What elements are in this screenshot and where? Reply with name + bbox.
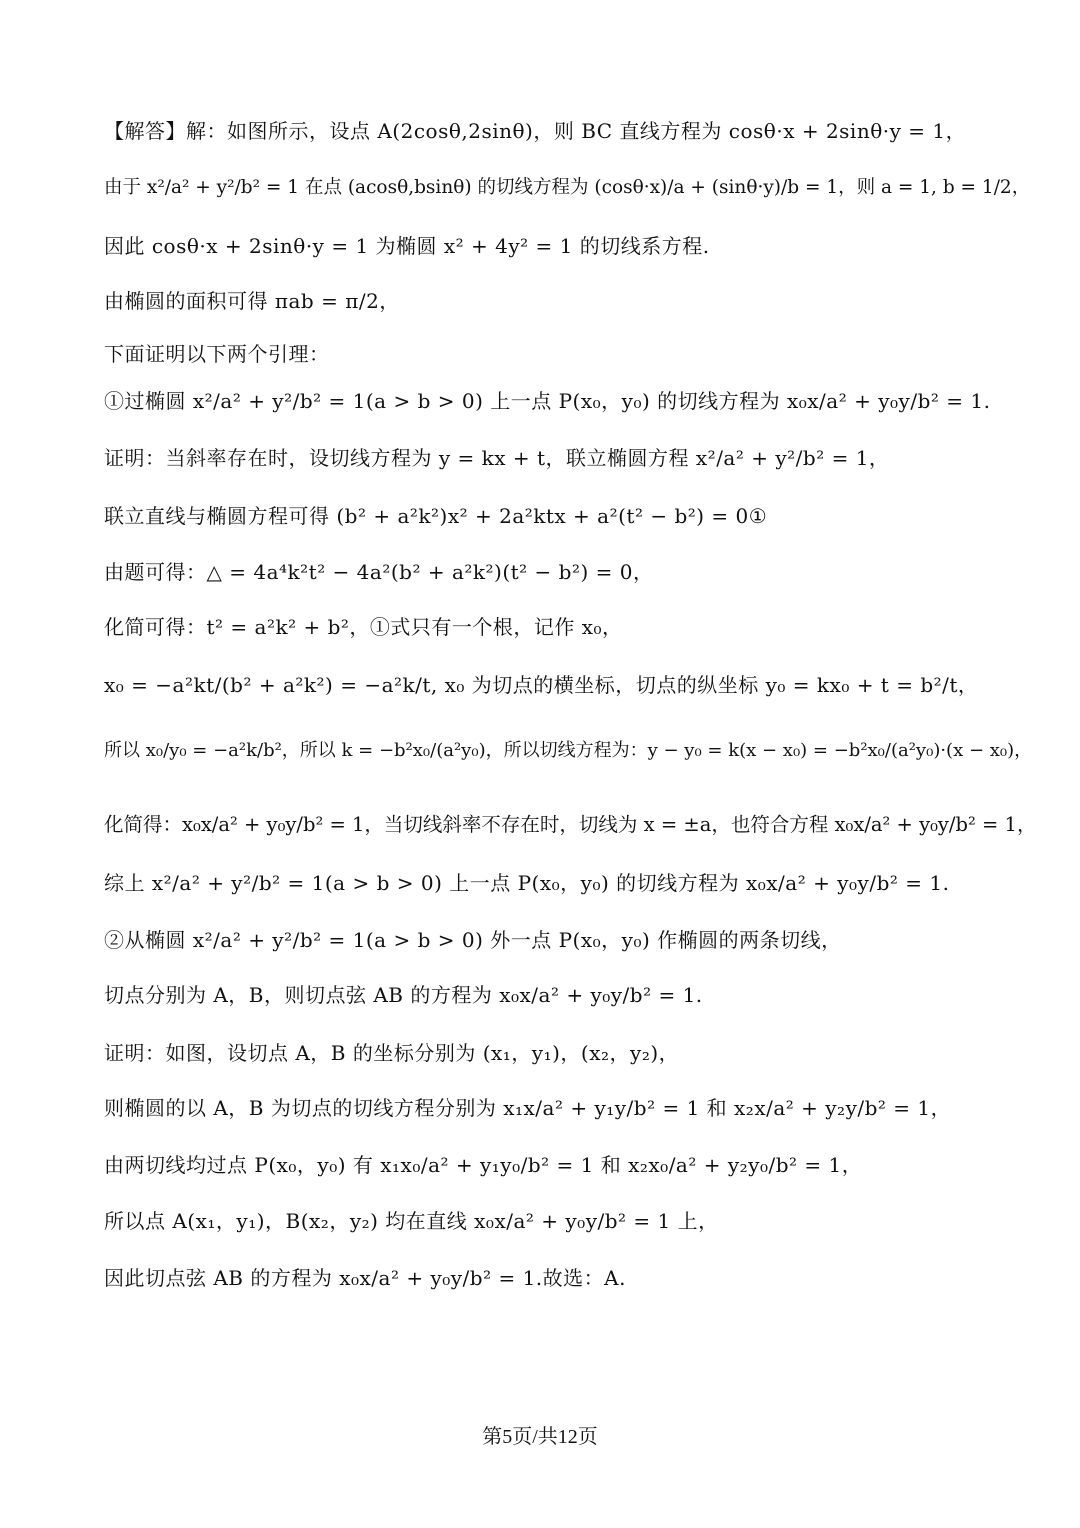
solution-line-1: 【解答】解：如图所示，设点 A(2cosθ,2sinθ)，则 BC 直线方程为 cosθ·x + 2sinθ·y = 1， xyxy=(104,119,967,143)
solution-line-8: 联立直线与椭圆方程可得 (b² + a²k²)x² + 2a²ktx + a²(t² − b²) = 0① xyxy=(104,504,768,528)
solution-line-14: 综上 x²/a² + y²/b² = 1(a > b > 0) 上一点 P(x₀，y₀) 的切线方程为 x₀x/a² + y₀y/b² = 1. xyxy=(104,871,950,895)
solution-line-11: x₀ = −a²kt/(b² + a²k²) = −a²k/t, x₀ 为切点的横坐标，切点的纵坐标 y₀ = kx₀ + t = b²/t， xyxy=(104,673,979,697)
solution-line-16: 切点分别为 A，B，则切点弦 AB 的方程为 x₀x/a² + y₀y/b² = 1. xyxy=(104,983,703,1007)
solution-line-5: 下面证明以下两个引理： xyxy=(104,342,330,366)
solution-line-15: ②从椭圆 x²/a² + y²/b² = 1(a > b > 0) 外一点 P(x₀，y₀) 作椭圆的两条切线， xyxy=(104,928,842,952)
solution-line-19: 由两切线均过点 P(x₀，y₀) 有 x₁x₀/a² + y₁y₀/b² = 1 和 x₂x₀/a² + y₂y₀/b² = 1， xyxy=(104,1153,863,1177)
solution-line-12: 所以 x₀/y₀ = −a²k/b²，所以 k = −b²x₀/(a²y₀)，所以切线方程为：y − y₀ = k(x − x₀) = −b²x₀/(a²y₀)·(x − x₀)， xyxy=(104,740,1033,761)
page-number: 第5页/共12页 xyxy=(482,1426,598,1448)
solution-line-18: 则椭圆的以 A，B 为切点的切线方程分别为 x₁x/a² + y₁y/b² = 1 和 x₂x/a² + y₂y/b² = 1， xyxy=(104,1096,952,1120)
solution-line-6: ①过椭圆 x²/a² + y²/b² = 1(a > b > 0) 上一点 P(x₀，y₀) 的切线方程为 x₀x/a² + y₀y/b² = 1. xyxy=(104,389,991,413)
solution-line-7: 证明：当斜率存在时，设切线方程为 y = kx + t，联立椭圆方程 x²/a² + y²/b² = 1， xyxy=(104,446,890,470)
solution-line-13: 化简得：x₀x/a² + y₀y/b² = 1，当切线斜率不存在时，切线为 x = ±a，也符合方程 x₀x/a² + y₀y/b² = 1， xyxy=(104,813,1037,836)
solution-line-21: 因此切点弦 AB 的方程为 x₀x/a² + y₀y/b² = 1.故选：A. xyxy=(104,1266,626,1290)
solution-line-2: 由于 x²/a² + y²/b² = 1 在点 (acosθ,bsinθ) 的切线方程为 (cosθ·x)/a + (sinθ·y)/b = 1，则 a = 1, b = 1/2， xyxy=(104,177,1031,198)
solution-line-10: 化简可得：t² = a²k² + b²，①式只有一个根，记作 x₀， xyxy=(104,615,623,639)
solution-line-9: 由题可得：△ = 4a⁴k²t² − 4a²(b² + a²k²)(t² − b²) = 0， xyxy=(104,560,654,584)
solution-line-20: 所以点 A(x₁，y₁)，B(x₂，y₂) 均在直线 x₀x/a² + y₀y/b² = 1 上， xyxy=(104,1209,719,1233)
solution-line-4: 由椭圆的面积可得 πab = π/2， xyxy=(104,289,400,313)
solution-line-3: 因此 cosθ·x + 2sinθ·y = 1 为椭圆 x² + 4y² = 1 的切线系方程. xyxy=(104,234,710,258)
solution-line-17: 证明：如图，设切点 A，B 的坐标分别为 (x₁，y₁)，(x₂，y₂)， xyxy=(104,1041,680,1065)
